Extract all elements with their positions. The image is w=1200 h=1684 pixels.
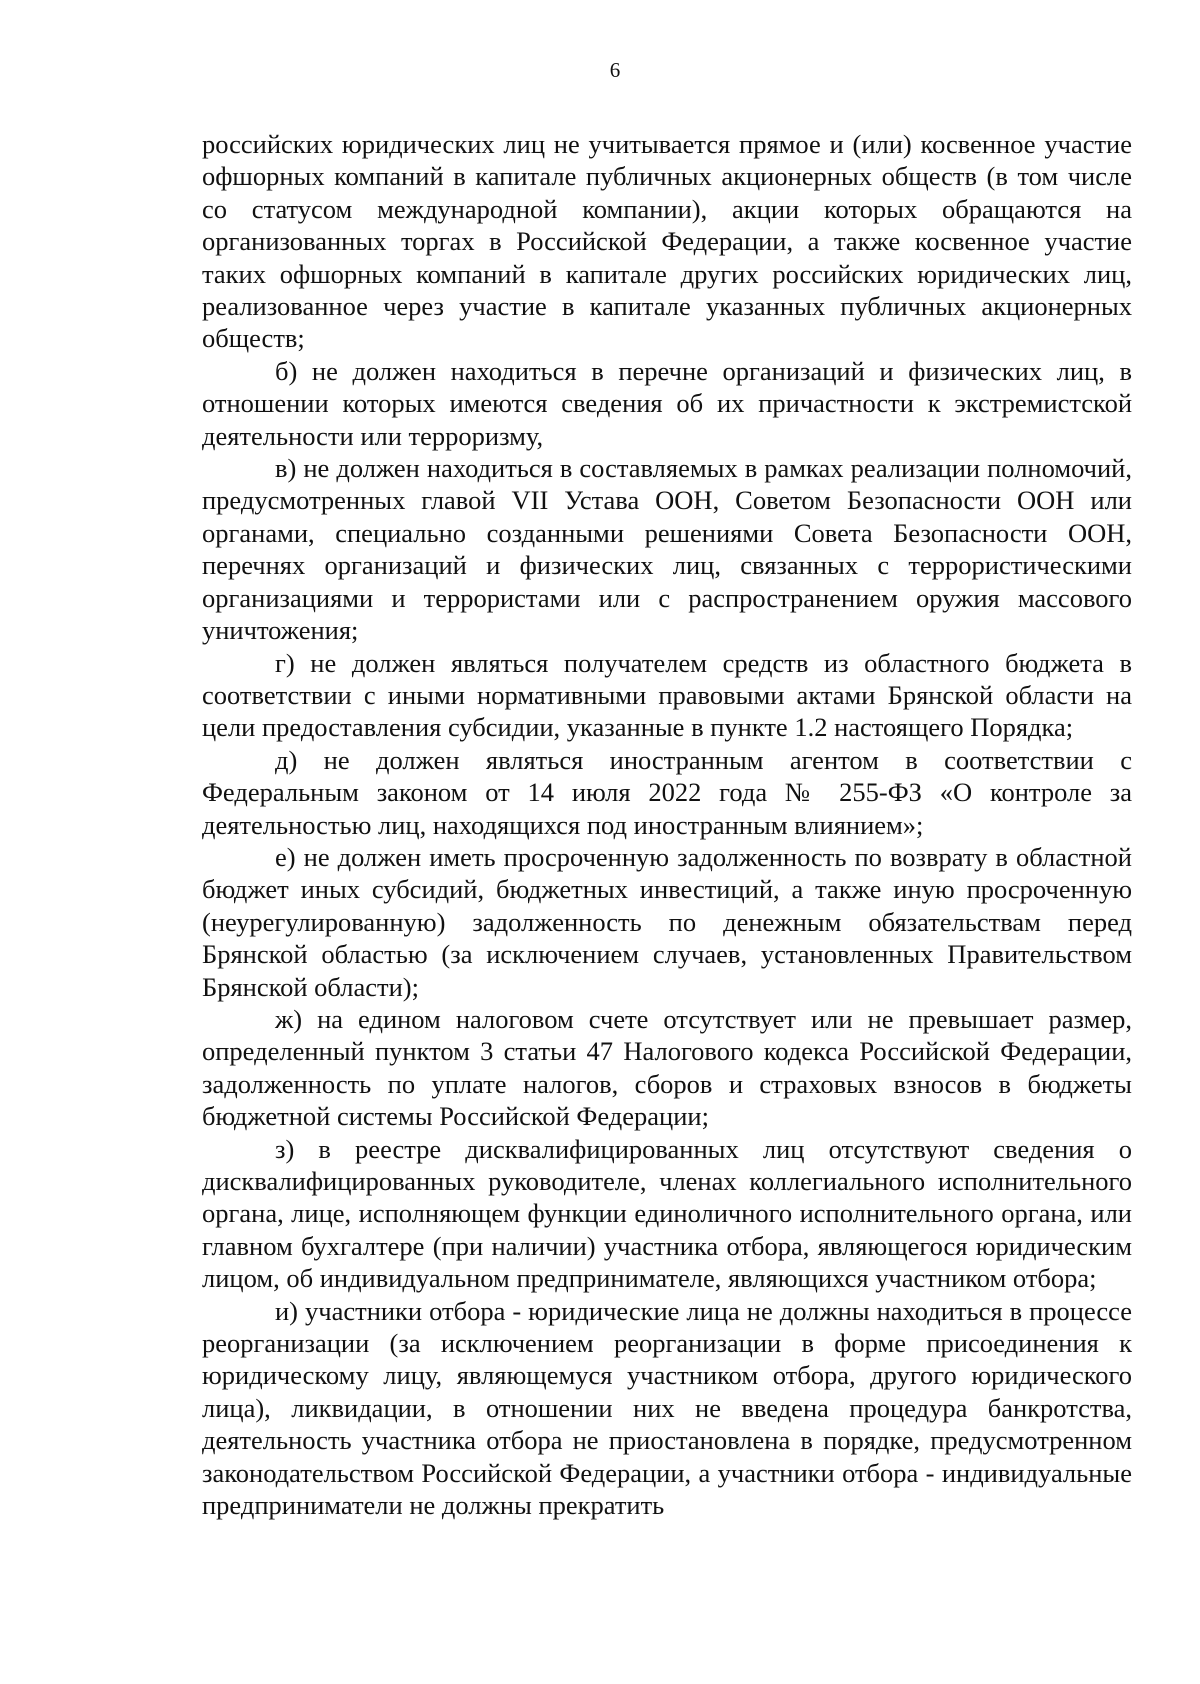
page-number: 6 bbox=[609, 58, 621, 82]
paragraph-item-zh: ж) на едином налоговом счете отсутствует или не превышает размер, определенный пунктом 3 статьи 47 Налогового кодекса Российской Федерации, задолженность по уплате налогов, сборов и страховых взносов в бюджеты бюджетной системы Российской Федерации; bbox=[202, 1003, 1132, 1132]
paragraph-item-v: в) не должен находиться в составляемых в рамках реализации полномочий, предусмотренных главой VII Устава ООН, Советом Безопасности ООН или органами, специально созданными решениями Совета Безопасности ООН, перечнях организаций и физических лиц, связанных с террористическими организациями и террористами или с распространением оружия массового уничтожения; bbox=[202, 453, 1132, 646]
paragraph-continuation: российских юридических лиц не учитывается прямое и (или) косвенное участие офшорных компаний в капитале публичных акционерных обществ (в том числе со статусом международной компании), акции которых обращаются на организованных торгах в Российской Федерации, а также косвенное участие таких офшорных компаний в капитале других российских юридических лиц, реализованное через участие в капитале указанных публичных акционерных обществ; bbox=[202, 129, 1132, 354]
paragraph-item-b: б) не должен находиться в перечне организаций и физических лиц, в отношении которых имеются сведения об их причастности к экстремистской деятельности или терроризму, bbox=[202, 355, 1132, 451]
document-body bbox=[202, 128, 1132, 1521]
paragraph-item-d: д) не должен являться иностранным агентом в соответствии с Федеральным законом от 14 июля 2022 года № 255-ФЗ «О контроле за деятельностью лиц, находящихся под иностранным влиянием»; bbox=[202, 744, 1132, 840]
paragraph-item-g: г) не должен являться получателем средств из областного бюджета в соответствии с иными нормативными правовыми актами Брянской области на цели предоставления субсидии, указанные в пункте 1.2 настоящего Порядка; bbox=[202, 647, 1132, 743]
paragraph-item-z: з) в реестре дисквалифицированных лиц отсутствуют сведения о дисквалифицированных руководителе, членах коллегиального исполнительного органа, лице, исполняющем функции единоличного исполнительного органа, или главном бухгалтере (при наличии) участника отбора, являющегося юридическим лицом, об индивидуальном предпринимателе, являющихся участником отбора; bbox=[202, 1133, 1132, 1294]
paragraph-item-e: е) не должен иметь просроченную задолженность по возврату в областной бюджет иных субсидий, бюджетных инвестиций, а также иную просроченную (неурегулированную) задолженность по денежным обязательствам перед Брянской областью (за исключением случаев, установленных Правительством Брянской области); bbox=[202, 841, 1132, 1002]
paragraph-item-i: и) участники отбора - юридические лица не должны находиться в процессе реорганизации (за исключением реорганизации в форме присоединения к юридическому лицу, являющемуся участником отбора, другого юридического лица), ликвидации, в отношении них не введена процедура банкротства, деятельность участника отбора не приостановлена в порядке, предусмотренном законодательством Российской Федерации, а участники отбора - индивидуальные предприниматели не должны прекратить bbox=[202, 1295, 1132, 1521]
